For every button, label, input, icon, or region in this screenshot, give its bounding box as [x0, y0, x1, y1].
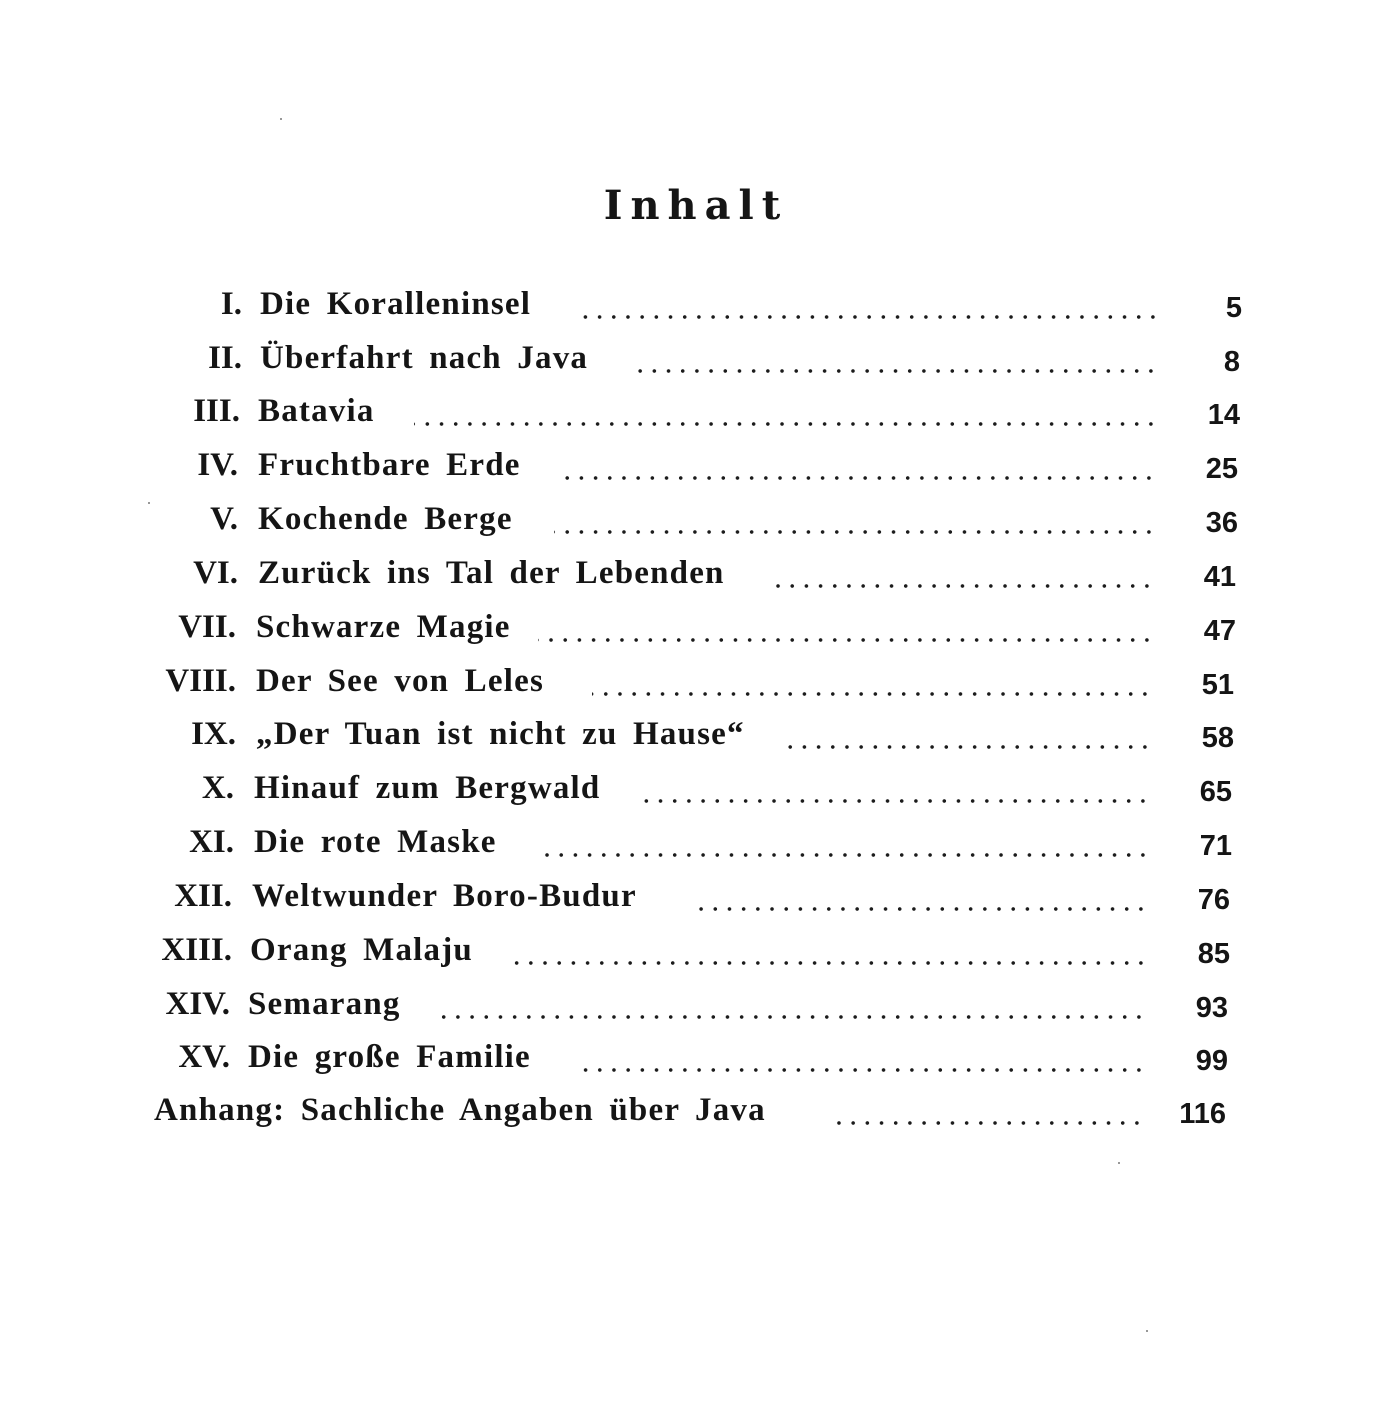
toc-entry[interactable]: [0, 282, 1392, 336]
page-number: 99: [1195, 1045, 1228, 1077]
dot-leader: [414, 421, 1158, 427]
chapter-title: Hinauf zum Bergwald: [254, 770, 601, 806]
scan-speck: [280, 118, 282, 120]
toc-entry-appendix[interactable]: [0, 1088, 1392, 1142]
toc-entry[interactable]: [0, 766, 1392, 820]
chapter-title: Die rote Maske: [254, 824, 497, 860]
chapter-numeral: VIII.: [165, 663, 236, 699]
page-number: 76: [1197, 884, 1230, 916]
page-number: 25: [1205, 453, 1238, 485]
toc-entry[interactable]: [0, 389, 1392, 443]
dot-leader: [512, 960, 1148, 966]
page-number: 14: [1207, 399, 1240, 431]
page-number: 85: [1197, 938, 1230, 970]
chapter-title: Orang Malaju: [250, 932, 473, 968]
page-number: 41: [1203, 561, 1236, 593]
scan-speck: [148, 502, 150, 504]
chapter-title: Semarang: [248, 986, 401, 1022]
chapter-numeral: V.: [210, 501, 238, 537]
chapter-title: Die große Familie: [248, 1039, 531, 1075]
chapter-numeral: VII.: [178, 609, 236, 645]
page-number: 8: [1223, 346, 1240, 378]
chapter-numeral: IV.: [197, 447, 238, 483]
dot-leader: [772, 583, 1154, 589]
toc-entry[interactable]: [0, 497, 1392, 551]
dot-leader: [554, 529, 1156, 535]
dot-leader: [560, 475, 1156, 481]
chapter-title: Schwarze Magie: [256, 609, 511, 645]
toc-entry[interactable]: [0, 982, 1392, 1036]
toc-entry[interactable]: [0, 551, 1392, 605]
dot-leader: [440, 1014, 1146, 1020]
scan-speck: [1146, 1330, 1148, 1332]
dot-leader: [592, 691, 1152, 697]
page-number: 116: [1179, 1098, 1226, 1130]
page-number: 65: [1199, 776, 1232, 808]
chapter-title: Kochende Berge: [258, 501, 513, 537]
dot-leader: [786, 744, 1152, 750]
chapter-numeral: IX.: [191, 716, 236, 752]
chapter-numeral: XV.: [178, 1039, 230, 1075]
page-number: 58: [1201, 722, 1234, 754]
chapter-numeral: I.: [220, 286, 242, 322]
chapter-title: Überfahrt nach Java: [260, 340, 589, 376]
page-number: 51: [1201, 669, 1234, 701]
dot-leader: [578, 314, 1160, 320]
toc-entry[interactable]: [0, 443, 1392, 497]
chapter-title: Die Koralleninsel: [260, 286, 532, 322]
dot-leader: [632, 368, 1158, 374]
scan-speck: [1118, 1162, 1120, 1164]
page-number: 71: [1199, 830, 1232, 862]
dot-leader: [694, 906, 1148, 912]
chapter-numeral: X.: [201, 770, 234, 806]
page-number: 93: [1195, 992, 1228, 1024]
appendix-title: Anhang: Sachliche Angaben über Java: [154, 1092, 766, 1128]
dot-leader: [830, 1120, 1144, 1126]
toc-entry[interactable]: [0, 928, 1392, 982]
toc-entry[interactable]: [0, 820, 1392, 874]
dot-leader: [582, 1067, 1146, 1073]
chapter-title: Fruchtbare Erde: [258, 447, 521, 483]
toc-entry[interactable]: [0, 659, 1392, 713]
chapter-title: Weltwunder Boro-Budur: [252, 878, 637, 914]
toc-entry[interactable]: [0, 1035, 1392, 1089]
page-number: 5: [1225, 292, 1242, 324]
chapter-numeral: VI.: [193, 555, 238, 591]
chapter-numeral: III.: [193, 393, 240, 429]
toc-entry[interactable]: [0, 605, 1392, 659]
page-title: Inhalt: [603, 182, 789, 229]
toc-entry[interactable]: [0, 874, 1392, 928]
chapter-title: Batavia: [258, 393, 375, 429]
chapter-numeral: XI.: [189, 824, 234, 860]
toc-entry[interactable]: [0, 336, 1392, 390]
chapter-title: „Der Tuan ist nicht zu Hause“: [256, 716, 745, 752]
dot-leader: [538, 637, 1154, 643]
page-number: 36: [1205, 507, 1238, 539]
dot-leader: [640, 798, 1150, 804]
chapter-numeral: XIV.: [165, 986, 230, 1022]
chapter-title: Der See von Leles: [256, 663, 544, 699]
dot-leader: [536, 852, 1150, 858]
page-number: 47: [1203, 615, 1236, 647]
chapter-numeral: XII.: [174, 878, 232, 914]
chapter-numeral: XIII.: [161, 932, 232, 968]
toc-entry[interactable]: [0, 712, 1392, 766]
chapter-title: Zurück ins Tal der Lebenden: [258, 555, 725, 591]
chapter-numeral: II.: [208, 340, 242, 376]
